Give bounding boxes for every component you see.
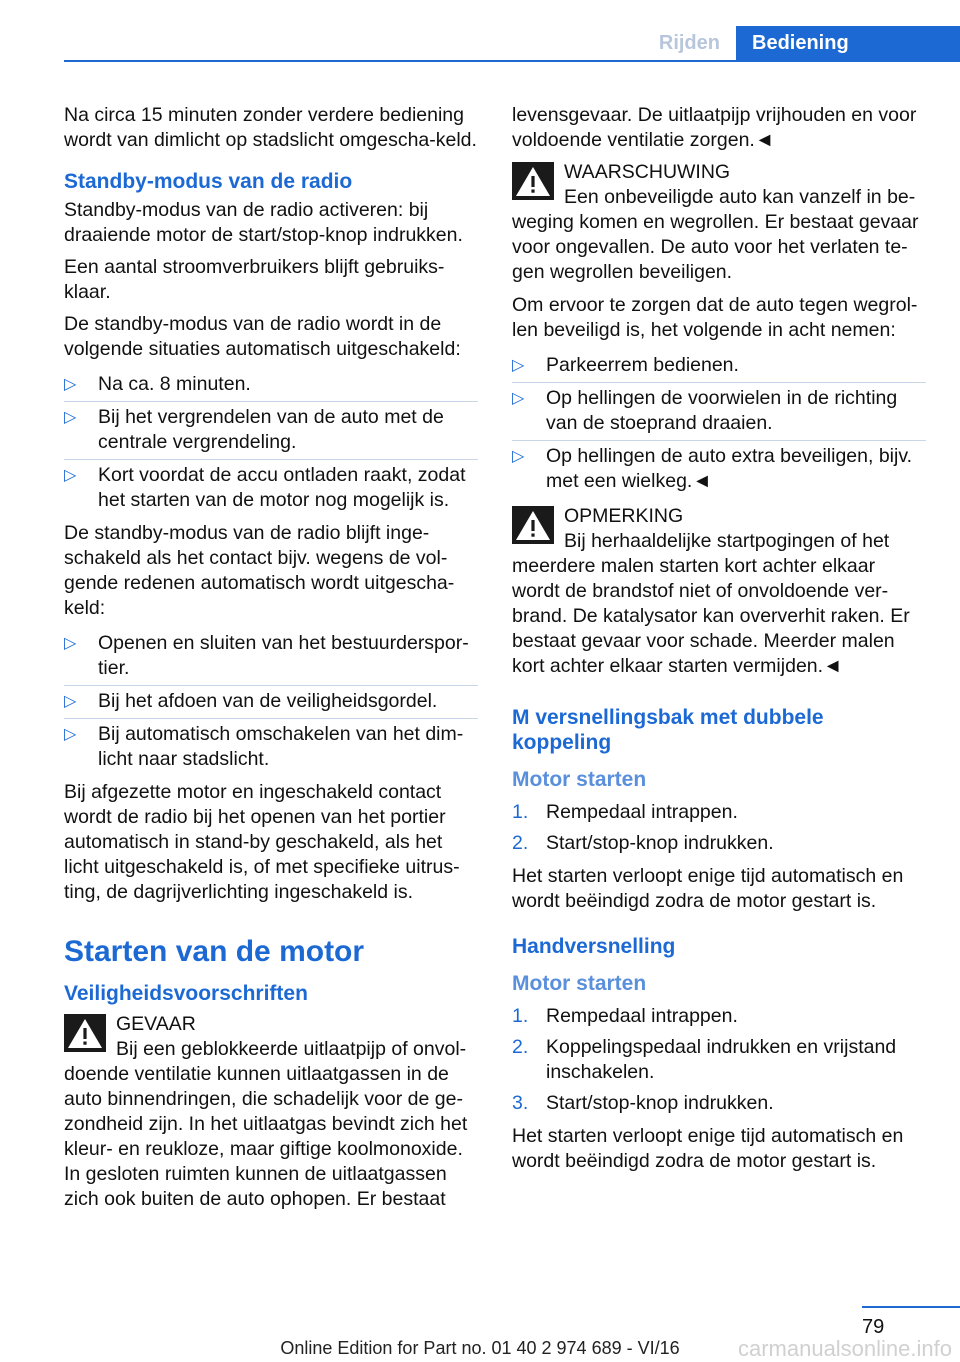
warning-title: OPMERKING: [564, 505, 684, 527]
paragraph-dimlicht: Na circa 15 minuten zonder verdere bediening wordt van dimlicht op stadslicht omgescha-keld.: [64, 104, 477, 151]
paragraph-standby-blijft: De standby-modus van de radio blijft inge-schakeld als het contact bijv. wegens de vol-gende redenen automatisch wordt uitgescha-keld:: [64, 522, 455, 619]
warning-title: WAARSCHUWING: [564, 161, 731, 183]
list-standby-uit: [64, 369, 478, 517]
list-item: 1. Rempedaal intrappen.: [512, 801, 738, 823]
list-item: ▷ Op hellingen de auto extra beveiligen, bijv. met een wielkeg.◄: [512, 445, 913, 492]
chapter-tab-rijden[interactable]: Rijden: [658, 32, 720, 54]
paragraph-afgezette-motor: Bij afgezette motor en ingeschakeld contact wordt de radio bij het openen van het portier automatisch in stand-by geschakeld, als het licht uitgeschakeld is, of met specifieke uitrus-ting, de dagrijverlichting ingeschakeld is.: [64, 781, 460, 903]
warning-text-first: Bij herhaaldelijke startpogingen of het: [564, 530, 890, 552]
warning-gevaar: [64, 1012, 478, 1212]
warning-title: GEVAAR: [116, 1013, 196, 1035]
triangle-bullet-icon: ▷: [512, 448, 525, 465]
left-column: [64, 103, 478, 1220]
steps-motor-starten-2: [512, 1002, 926, 1120]
triangle-bullet-icon: ▷: [64, 409, 77, 426]
warning-triangle-icon: [512, 162, 554, 200]
footer-rule: [862, 1306, 960, 1308]
triangle-bullet-icon: ▷: [64, 467, 77, 484]
page-number: 79: [862, 1316, 885, 1338]
heading-veiligheid: Veiligheidsvoorschriften: [64, 982, 308, 1005]
heading-starten-motor: Starten van de motor: [64, 935, 365, 968]
list-item: ▷ Openen en sluiten van het bestuurderspor-tier.: [64, 628, 478, 686]
paragraph-starten-verloopt-2: Het starten verloopt enige tijd automatisch en wordt beëindigd zodra de motor gestart is.: [512, 1125, 904, 1172]
paragraph-standby-activeren: Standby-modus van de radio activeren: bij draaiende motor de start/stop-knop indrukken.: [64, 199, 463, 246]
heading-m-versnellingsbak: M versnellingsbak met dubbele koppeling: [512, 706, 824, 754]
edition-footer: Online Edition for Part no. 01 40 2 974 689 - VI/16: [280, 1338, 680, 1358]
warning-waarschuwing: [512, 160, 926, 285]
list-item: 1. Rempedaal intrappen.: [512, 1005, 738, 1027]
heading-motor-starten-2: Motor starten: [512, 972, 647, 995]
warning-text: meerdere malen starten kort achter elkaar wordt de brandstof niet of onvoldoende ver-brand. De katalysator kan oververhit raken. Er bestaat gevaar voor schade. Meerder malen kort achter elkaar starten vermijden.◄: [512, 555, 910, 677]
right-column: [512, 103, 926, 1181]
warning-text: weging komen en wegrollen. Er bestaat gevaar voor ongevallen. De auto voor het verlaten te-gen wegrollen beveiligen.: [512, 211, 919, 283]
paragraph-wegrollen: Om ervoor te zorgen dat de auto tegen wegrol-len beveiligd is, het volgende in acht nemen:: [512, 294, 918, 341]
triangle-bullet-icon: ▷: [64, 726, 77, 743]
list-standby-blijft: [64, 628, 478, 776]
paragraph-stroomverbruikers: Een aantal stroomverbruikers blijft gebruiks-klaar.: [64, 256, 445, 303]
heading-motor-starten-1: Motor starten: [512, 768, 647, 791]
warning-triangle-icon: [64, 1014, 106, 1052]
triangle-bullet-icon: ▷: [64, 693, 77, 710]
list-item: ▷ Bij het afdoen van de veiligheidsgordel.: [64, 686, 478, 719]
paragraph-levensgevaar: levensgevaar. De uitlaatpijp vrijhouden en voor voldoende ventilatie zorgen.◄: [512, 104, 917, 151]
steps-motor-starten-1: [512, 798, 926, 860]
header-rule: [64, 60, 960, 62]
paragraph-starten-verloopt-1: Het starten verloopt enige tijd automatisch en wordt beëindigd zodra de motor gestart is.: [512, 865, 904, 912]
heading-handversnelling: Handversnelling: [512, 935, 676, 958]
chapter-tab-bediening[interactable]: Bediening: [736, 26, 960, 62]
page-header: [0, 26, 960, 62]
warning-opmerking: [512, 504, 926, 679]
list-item: 3. Start/stop-knop indrukken.: [512, 1092, 774, 1114]
list-item: ▷ Op hellingen de voorwielen in de richting van de stoeprand draaien.: [512, 383, 926, 441]
warning-triangle-icon: [512, 506, 554, 544]
warning-text: doende ventilatie kunnen uitlaatgassen in de auto binnendringen, die schadelijk voor de ge-zondheid zijn. In het uitlaatgas bevindt zich het kleur- en reukloze, maar giftige koolmonoxide. In gesloten ruimten kunnen de uitlaatgassen zich ook buiten de auto ophopen. Er bestaat: [64, 1063, 468, 1210]
list-item: 2. Koppelingspedaal indrukken en vrijstand inschakelen.: [512, 1036, 897, 1083]
triangle-bullet-icon: ▷: [512, 390, 525, 407]
heading-standby: Standby-modus van de radio: [64, 170, 353, 193]
triangle-bullet-icon: ▷: [512, 357, 525, 374]
paragraph-standby-uit: De standby-modus van de radio wordt in de volgende situaties automatisch uitgeschakeld:: [64, 313, 461, 360]
triangle-bullet-icon: ▷: [64, 376, 77, 393]
watermark: carmanualsonline.info: [737, 1336, 952, 1361]
list-item: ▷ Kort voordat de accu ontladen raakt, zodat het starten van de motor nog mogelijk is.: [64, 464, 466, 511]
warning-text-first: Bij een geblokkeerde uitlaatpijp of onvol-: [116, 1038, 467, 1060]
list-item: 2. Start/stop-knop indrukken.: [512, 832, 774, 854]
list-wegrollen: [512, 350, 926, 498]
list-item: ▷ Bij het vergrendelen van de auto met de centrale vergrendeling.: [64, 402, 478, 460]
list-item: ▷ Na ca. 8 minuten.: [64, 369, 478, 402]
list-item: ▷ Parkeerrem bedienen.: [512, 350, 926, 383]
list-item: ▷ Bij automatisch omschakelen van het dim-licht naar stadslicht.: [64, 723, 464, 770]
triangle-bullet-icon: ▷: [64, 635, 77, 652]
warning-text-first: Een onbeveiligde auto kan vanzelf in be-: [564, 186, 916, 208]
